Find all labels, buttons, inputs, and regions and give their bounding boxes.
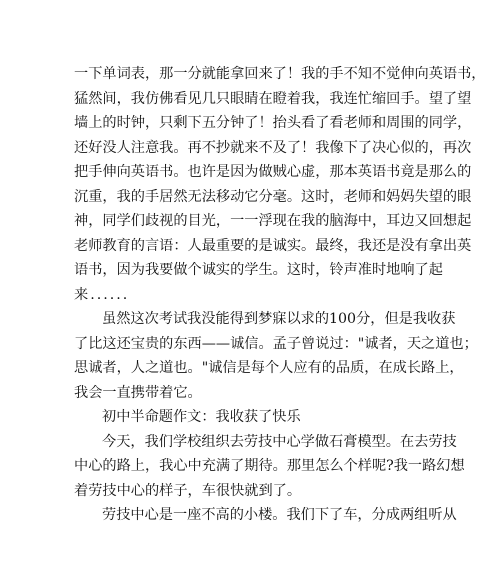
text-line-11: 虽然这次考试我没能得到梦寐以求的100分，但是我收获	[102, 311, 456, 327]
text-line-3: 墙上的时钟，只剩下五分钟了！抬头看了看老师和周围的同学，	[74, 115, 472, 131]
text-line-12: 了比这还宝贵的东西——诚信。孟子曾说过："诚者，天之道也；	[74, 335, 478, 352]
text-line-13: 思诚者，人之道也。"诚信是每个人应有的品质，在成长路上，	[74, 360, 464, 376]
document-body	[74, 62, 486, 528]
text-line-5: 把手伸向英语书。也许是因为做贼心虚，那本英语书竟是那么的	[74, 164, 472, 180]
text-line-16: 今天，我们学校组织去劳技中心学做石膏模型。在去劳技	[102, 433, 457, 450]
text-line-9: 语书，因为我要做个诚实的学生。这时，铃声准时地响了起	[74, 262, 443, 278]
text-line-6: 沉重，我的手居然无法移动它分毫。这时，老师和妈妈失望的眼	[74, 188, 472, 205]
text-line-2: 猛然间，我仿佛看见几只眼睛在瞪着我，我连忙缩回手。望了望	[74, 90, 472, 107]
text-line-4: 还好没人注意我。再不抄就来不及了！我像下了决心似的，再次	[74, 139, 472, 156]
text-line-8: 老师教育的言语：人最重要的是诚实。最终，我还是没有拿出英	[74, 237, 472, 254]
text-line-17: 中心的路上，我心中充满了期待。那里怎么个样呢?我一路幻想	[74, 458, 465, 474]
essay-title: 初中半命题作文：我收获了快乐	[102, 409, 301, 425]
text-line-14: 我会一直携带着它。	[74, 384, 202, 401]
text-line-18: 着劳技中心的样子，车很快就到了。	[74, 482, 302, 499]
text-line-7: 神，同学们歧视的目光，一一浮现在我的脑海中，耳边又回想起	[74, 213, 472, 229]
text-line-10: 来......	[74, 286, 130, 303]
text-line-19: 劳技中心是一座不高的小楼。我们下了车，分成两组听从	[102, 507, 457, 523]
text-line-1: 一下单词表，那一分就能拿回来了！我的手不知不觉伸向英语书，	[74, 66, 486, 82]
